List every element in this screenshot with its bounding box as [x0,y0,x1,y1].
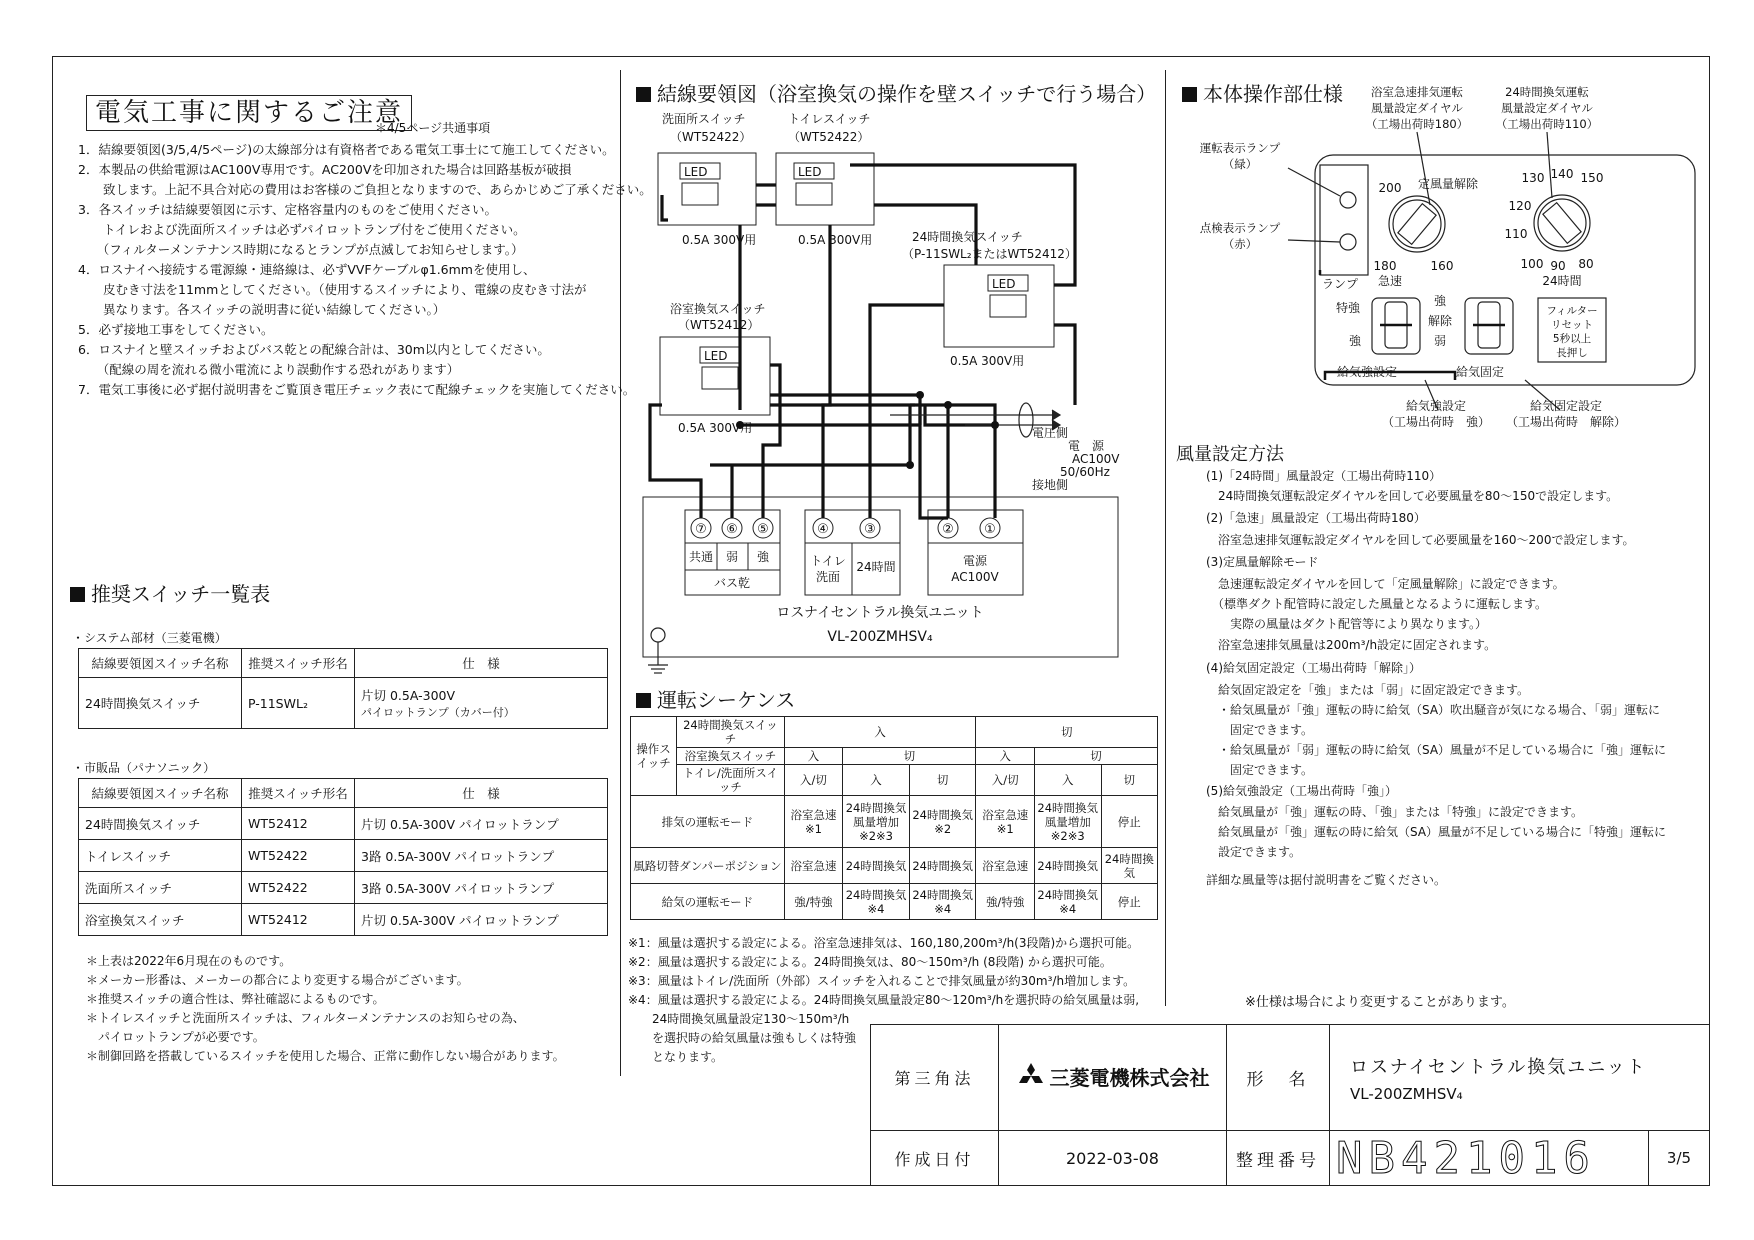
system-caption: ・システム部材（三菱電機） [72,631,227,645]
sw-bath-model: （WT52412） [678,318,760,332]
sw-toilet-model: （WT52422） [788,130,870,144]
svg-text:AC100V: AC100V [951,570,999,584]
svg-text:24時間: 24時間 [1542,274,1582,288]
svg-text:100: 100 [1520,257,1544,271]
svg-text:（工場出荷時 解除）: （工場出荷時 解除） [1505,415,1627,429]
hz-label: 50/60Hz [1060,465,1110,479]
svg-text:解除: 解除 [1427,314,1453,328]
svg-text:トイレ: トイレ [810,554,846,568]
power-label: 電 源 [1068,439,1105,453]
note-line: （フィルターメンテナンス時期になるとランプが点滅してお知らせします。） [78,242,524,257]
switch-list-title: 推奨スイッチ一覧表 [70,578,270,607]
svg-text:130: 130 [1521,171,1545,185]
svg-text:5秒以上: 5秒以上 [1552,333,1592,345]
svg-text:給気固定設定: 給気固定設定 [1529,399,1603,413]
note-line: 皮むき寸法を11mmとしてください。（使用するスイッチにより、電線の皮むき寸法が [78,282,587,297]
note-line: 異なります。各スイッチの説明書に従い結線してください。） [78,302,446,317]
led-label: LED [704,349,728,363]
svg-text:電源: 電源 [962,554,988,568]
switch-name: 24時間換気スイッチ [79,678,242,729]
svg-text:120: 120 [1508,199,1532,213]
doc-number: NB421016 [1330,1131,1649,1186]
svg-text:強: 強 [1433,294,1447,308]
note-line: 2．本製品の供給電源はAC100V専用です。AC200Vを印加された場合は回路基板が破損 [78,162,572,177]
svg-text:強: 強 [756,550,770,564]
note-line: 7．電気工事後に必ず据付説明書をご覧頂き電圧チェック表にて配線チェックを実施してください。 [78,382,636,397]
sw-senmen-label: 洗面所スイッチ [662,112,746,126]
unit-name: ロスナイセントラル換気ユニット [776,605,984,621]
switch-model: P-11SWL₂ [242,678,355,729]
svg-text:特強: 特強 [1335,301,1361,315]
company-cell: 三菱電機株式会社 [999,1025,1227,1131]
rating-label: 0.5A 300V用 [798,233,873,247]
wiring-title: 結線要領図（浴室換気の操作を壁スイッチで行う場合） [636,78,1156,107]
svg-text:風量設定ダイヤル: 風量設定ダイヤル [1501,101,1593,115]
col-header: 推奨スイッチ形名 [242,649,355,678]
panel-title: 本体操作部仕様 [1182,78,1343,107]
note-line: 3．各スイッチは結線要領図に示す、定格容量内のものをご使用ください。 [78,202,497,217]
svg-text:①: ① [984,522,996,537]
svg-text:強: 強 [1348,334,1362,348]
note-line: （配線の周を流れる微小電流により誤動作する恐れがあります） [78,362,460,377]
airflow-lines: (1)「24時間」風量設定（工場出荷時110） 24時間換気運転設定ダイヤルを回して必要風量を80～150で設定します。 (2)「急速」風量設定（工場出荷時180） 浴室急速排気運転設定ダイヤルを回して必要風量を160～200で設定します。 (3)定風量解除モード 急速運転設定ダイヤルを回して「定風量解除」に設定できます。 （標準ダクト配管時に設定した風量となるように運転します。 実際の風量はダクト配管等により異なります。） 浴室急速排気風量は200m³/h設定に固定されます。 (4)給気固定設定（工場出荷時「解除」） 給気固定設定を「強」または「弱」に固定設定できます。 ・給気風量が「強」運転の時に給気（SA）吹出騒音が気になる場合、「弱」運転に 固定できます。 ・給気風量が「弱」運転の時に給気（SA）風量が不足している場合に「強」運転に 固定できます。 (5)給気強設定（工場出荷時「強」） 給気風量が「強」運転の時、「強」または「特強」に設定できます。 給気風量が「強」運転の時に給気（SA）風量が不足している場合に「特強」運転に 設定できます。 詳細な風量等は据付説明書をご覧ください。 [1206,469,1667,887]
svg-text:給気固定: 給気固定 [1455,365,1505,379]
note-line: 5．必ず接地工事をしてください。 [78,322,274,337]
table-row: 24時間換気スイッチ WT52412 片切 0.5A-300V パイロットランプ [79,808,608,840]
svg-text:110: 110 [1504,227,1528,241]
col-header: 結線要領図スイッチ名称 [79,649,242,678]
svg-text:②: ② [942,522,954,537]
svg-text:140: 140 [1550,167,1574,181]
col-header: 推奨スイッチ形名 [242,779,355,808]
svg-text:24時間: 24時間 [856,560,896,574]
electrical-notes [78,140,652,400]
column-divider-right [1165,70,1166,1006]
svg-text:バス乾: バス乾 [713,576,751,590]
svg-text:（工場出荷時180）: （工場出荷時180） [1365,117,1469,131]
note-line: 致します。上記不具合対応の費用はお客様のご負担となりますので、あらかじめご了承ください。 [78,182,652,197]
svg-text:180: 180 [1373,259,1397,273]
product-cell: ロスナイセントラル換気ユニット VL-200ZMHSV₄ [1330,1025,1710,1131]
page-number: 3/5 [1649,1131,1710,1186]
svg-text:定風量解除: 定風量解除 [1417,177,1479,191]
svg-text:24時間換気運転: 24時間換気運転 [1505,85,1589,99]
svg-text:給気強設定: 給気強設定 [1405,399,1467,413]
svg-text:急速: 急速 [1377,274,1403,288]
market-switch-table [78,778,608,936]
unit-model: VL-200ZMHSV₄ [827,629,933,645]
sw-senmen-model: （WT52422） [670,130,752,144]
sw-bath-label: 浴室換気スイッチ [670,302,766,316]
rating-label: 0.5A 300V用 [678,421,753,435]
svg-text:④: ④ [817,522,829,537]
sequence-notes: ※1：風量は選択する設定による。浴室急速排気は、160,180,200m³/h(3段階)から選択可能。 ※2：風量は選択する設定による。24時間換気は、80～150m³/h (8段階) から選択可能。 ※3：風量はトイレ/洗面所（外部）スイッチを入れることで排気風量が約30m³/h増加します。 ※4：風量は選択する設定による。24時間換気風量設定80～120m³/hを選択時の給気風量は弱, 24時間換気風量設定130～150m³/h を選択時の給気風量は強もしくは特強 となります。 [628,936,1140,1064]
switch-list-notes: ＊上表は2022年6月現在のものです。 ＊メーカー形番は、メーカーの都合により変更する場合がございます。 ＊推奨スイッチの適合性は、弊社確認によるものです。 ＊トイレスイッチと洗面所スイッチは、フィルターメンテナンスのお知らせの為、 パイロットランプが必要です。 ＊制御回路を搭載しているスイッチを使用した場合、正常に動作しない場合があります。 [86,954,565,1063]
svg-text:③: ③ [864,522,876,537]
svg-text:浴室急速排気運転: 浴室急速排気運転 [1371,85,1463,99]
svg-text:洗面: 洗面 [815,570,841,584]
svg-text:ランプ: ランプ [1321,277,1359,291]
mitsubishi-logo-icon [1016,1063,1046,1094]
table-row: 浴室換気スイッチ WT52412 片切 0.5A-300V パイロットランプ [79,904,608,936]
svg-text:運転表示ランプ: 運転表示ランプ [1199,141,1281,155]
svg-text:（緑）: （緑） [1222,157,1258,171]
ground-side-label: 接地側 [1032,478,1069,492]
airflow-title: 風量設定方法 [1176,444,1284,465]
svg-text:160: 160 [1430,259,1454,273]
svg-text:（工場出荷時 強）: （工場出荷時 強） [1381,415,1491,429]
svg-text:90: 90 [1550,259,1566,273]
date-label: 作成日付 [871,1131,999,1186]
svg-text:リセット: リセット [1551,319,1593,331]
spec-change-note: ※仕様は場合により変更することがあります。 [1245,995,1515,1010]
col-header: 仕 様 [355,779,608,808]
sequence-title: 運転シーケンス [636,684,795,713]
svg-text:⑥: ⑥ [726,522,738,537]
table-row [79,678,608,729]
note-line: 1．結線要領図(3/5,4/5ページ)の太線部分は有資格者である電気工事士にて施工してください。 [78,142,615,157]
rating-label: 0.5A 300V用 [682,233,757,247]
market-caption: ・市販品（パナソニック） [72,761,216,775]
sw-toilet-label: トイレスイッチ [788,112,871,126]
wiring-diagram [620,105,1165,675]
ac-label: AC100V [1072,452,1120,466]
led-label: LED [798,165,822,179]
rating-label: 0.5A 300V用 [950,354,1025,368]
svg-text:弱: 弱 [725,550,739,564]
note-line: トイレおよび洗面所スイッチは必ずパイロットランプ付をご使用ください。 [78,222,526,237]
svg-text:⑤: ⑤ [757,522,769,537]
electrical-title: 電気工事に関するご注意 [86,92,412,129]
note-line: 4．ロスナイへ接続する電源線・連絡線は、必ずVVFケーブルφ1.6mmを使用し、 [78,262,536,277]
doc-no-label: 整理番号 [1227,1131,1330,1186]
svg-text:（工場出荷時110）: （工場出荷時110） [1495,117,1599,131]
col-header: 仕 様 [355,649,608,678]
table-row: 洗面所スイッチ WT52422 3路 0.5A-300V パイロットランプ [79,872,608,904]
svg-text:点検表示ランプ: 点検表示ランプ [1199,221,1281,235]
svg-text:200: 200 [1378,181,1402,195]
note-line: 6．ロスナイと壁スイッチおよびバス乾との配線合計は、30m以内としてください。 [78,342,550,357]
svg-text:150: 150 [1580,171,1604,185]
led-label: LED [992,277,1016,291]
date-value: 2022-03-08 [999,1131,1227,1186]
title-block [870,1024,1710,1186]
common-note: ＊4/5ページ共通事項 [375,121,491,135]
svg-text:80: 80 [1578,257,1594,271]
svg-text:給気強設定: 給気強設定 [1336,365,1398,379]
sw-24h-model: （P-11SWL₂またはWT52412） [902,247,1077,261]
system-switch-table [78,648,608,729]
control-panel-diagram [1180,80,1705,440]
svg-text:弱: 弱 [1433,334,1447,348]
model-label: 形 名 [1227,1025,1330,1131]
svg-text:風量設定ダイヤル: 風量設定ダイヤル [1371,101,1463,115]
switch-spec: 片切 0.5A-300V パイロットランプ（カバー付） [355,678,608,729]
svg-text:共通: 共通 [688,550,714,564]
svg-text:フィルター: フィルター [1546,305,1598,317]
svg-text:（赤）: （赤） [1222,237,1258,251]
col-header: 結線要領図スイッチ名称 [79,779,242,808]
angle-label: 第三角法 [871,1025,999,1131]
table-row: トイレスイッチ WT52422 3路 0.5A-300V パイロットランプ [79,840,608,872]
sequence-table: 操作スイッチ 24時間換気スイッチ 入 切 浴室換気スイッチ 入 切 入 切 トイレ/洗面所スイッチ 入/切 入 切 入/切 入 切 排気の運転モード 浴室急速 ※1 24時間換気 風量増加 ※2※3 24時間換気 ※2 浴室急速 ※1 24時間換気 風量増加 ※2※3 停止 風路切替ダンパーポジション 浴室急速 24時間換気 24時間換気 浴室急速 24時間換気 24時間換気 給気の運転モード 強/特強 24時間換気 ※4 24時間換気 ※4 強/特強 24時間換気 ※4 停止 [630,716,1158,920]
svg-text:⑦: ⑦ [695,522,707,537]
sw-24h-label: 24時間換気スイッチ [912,230,1023,244]
svg-text:長押し: 長押し [1556,347,1588,359]
power-side-label: 電圧側 [1032,426,1069,440]
led-label: LED [684,165,708,179]
